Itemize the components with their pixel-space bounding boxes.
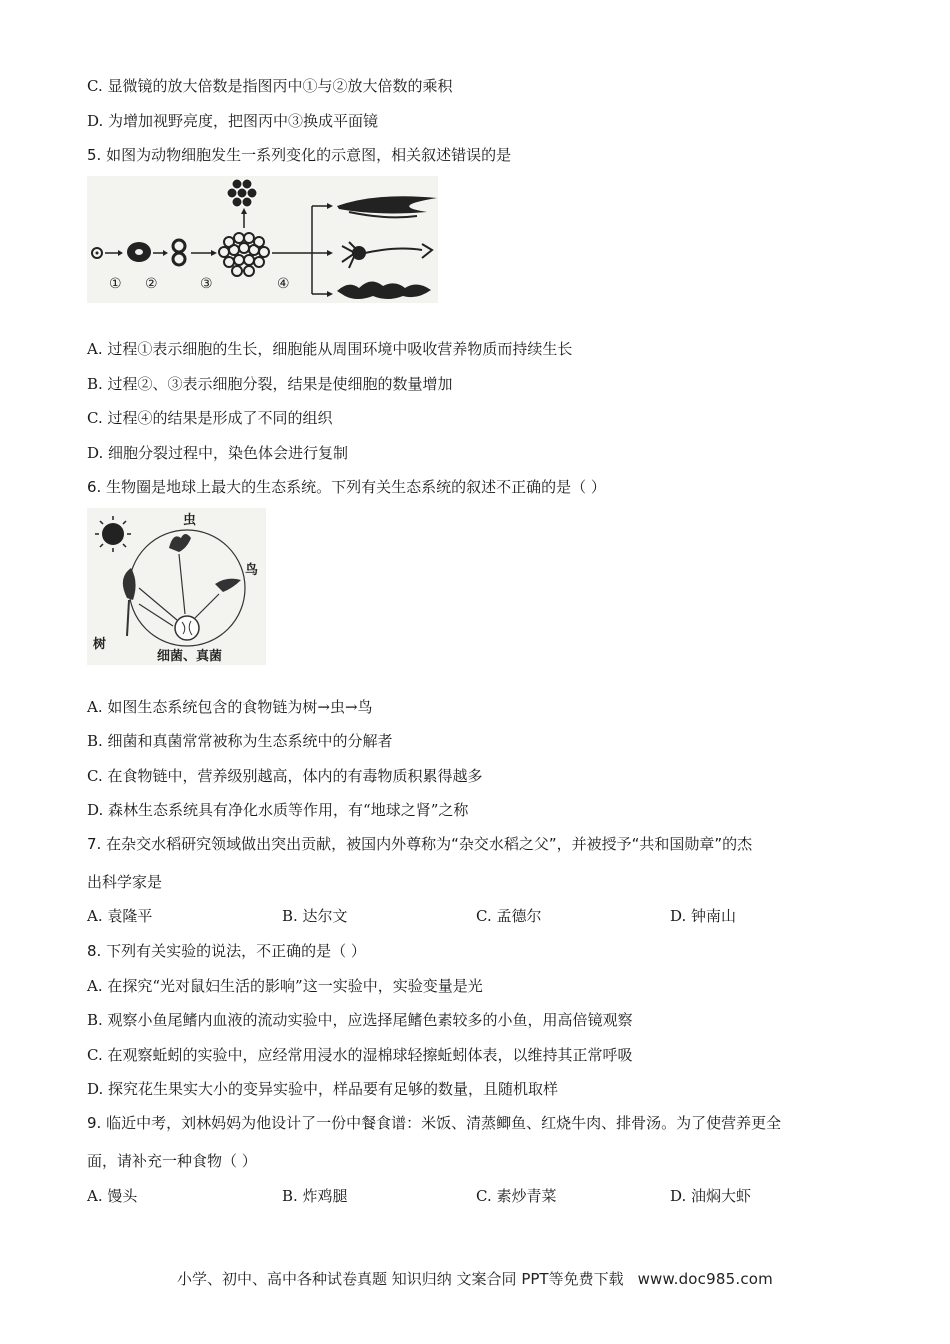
q5-option-a: A. 过程①表示细胞的生长，细胞能从周围环境中吸收营养物质而持续生长 <box>87 340 573 358</box>
q9-option-a: A. 馒头 <box>87 1187 138 1205</box>
q4-option-d: D. 为增加视野亮度，把图丙中③换成平面镜 <box>87 112 379 130</box>
q8-option-a: A. 在探究“光对鼠妇生活的影响”这一实验中，实验变量是光 <box>87 977 483 995</box>
cell-change-figure <box>87 176 438 303</box>
q7-option-c: C. 孟德尔 <box>476 907 542 925</box>
q5-option-b: B. 过程②、③表示细胞分裂，结果是使细胞的数量增加 <box>87 375 453 393</box>
q7-option-b: B. 达尔文 <box>282 907 348 925</box>
q9-stem-line2: 面，请补充一种食物（ ） <box>87 1152 257 1170</box>
figure-label-2: ② <box>145 276 158 292</box>
page-footer <box>0 1268 950 1289</box>
q6-option-c: C. 在食物链中，营养级别越高，体内的有毒物质积累得越多 <box>87 767 483 785</box>
figure-label-bird: 鸟 <box>245 563 259 578</box>
q6-option-a: A. 如图生态系统包含的食物链为树→虫→鸟 <box>87 698 373 716</box>
q7-stem-line2: 出科学家是 <box>87 873 163 891</box>
q8-option-b: B. 观察小鱼尾鳍内血液的流动实验中，应选择尾鳍色素较多的小鱼，用高倍镜观察 <box>87 1011 633 1029</box>
figure-label-decomposer: 细菌、真菌 <box>157 649 223 664</box>
figure-label-insect: 虫 <box>183 513 197 528</box>
q8-option-c: C. 在观察蚯蚓的实验中，应经常用浸水的湿棉球轻擦蚯蚓体表，以维持其正常呼吸 <box>87 1046 633 1064</box>
q6-stem: 6. 生物圈是地球上最大的生态系统。下列有关生态系统的叙述不正确的是（ ） <box>87 478 606 496</box>
q9-option-b: B. 炸鸡腿 <box>282 1187 348 1205</box>
footer-url-link[interactable]: www.doc985.com <box>637 1270 773 1288</box>
q9-option-d: D. 油焖大虾 <box>670 1187 752 1205</box>
q6-option-d: D. 森林生态系统具有净化水质等作用，有“地球之肾”之称 <box>87 801 469 819</box>
q8-option-d: D. 探究花生果实大小的变异实验中，样品要有足够的数量，且随机取样 <box>87 1080 559 1098</box>
q7-stem-line1: 7. 在杂交水稻研究领域做出突出贡献，被国内外尊称为“杂交水稻之父”，并被授予“共和国勋章”的杰 <box>87 835 753 853</box>
footer-text: 小学、初中、高中各种试卷真题 知识归纳 文案合同 PPT等免费下载 <box>177 1270 624 1288</box>
q5-option-c: C. 过程④的结果是形成了不同的组织 <box>87 409 333 427</box>
figure-label-4: ④ <box>277 276 290 292</box>
figure-label-tree: 树 <box>93 637 107 652</box>
q9-stem-line1: 9. 临近中考，刘林妈妈为他设计了一份中餐食谱：米饭、清蒸鲫鱼、红烧牛肉、排骨汤。为了使营养更全 <box>87 1114 782 1132</box>
q6-option-b: B. 细菌和真菌常常被称为生态系统中的分解者 <box>87 732 393 750</box>
q4-option-c: C. 显微镜的放大倍数是指图丙中①与②放大倍数的乘积 <box>87 77 453 95</box>
figure-label-1: ① <box>109 276 122 292</box>
ecosystem-figure <box>87 508 266 665</box>
figure-label-3: ③ <box>200 276 213 292</box>
q8-stem: 8. 下列有关实验的说法，不正确的是（ ） <box>87 942 366 960</box>
q7-option-d: D. 钟南山 <box>670 907 737 925</box>
q7-option-a: A. 袁隆平 <box>87 907 153 925</box>
q5-option-d: D. 细胞分裂过程中，染色体会进行复制 <box>87 444 349 462</box>
q9-option-c: C. 素炒青菜 <box>476 1187 557 1205</box>
cell-change-diagram <box>87 176 438 303</box>
ecosystem-diagram <box>87 508 266 665</box>
q5-stem: 5. 如图为动物细胞发生一系列变化的示意图，相关叙述错误的是 <box>87 146 512 164</box>
